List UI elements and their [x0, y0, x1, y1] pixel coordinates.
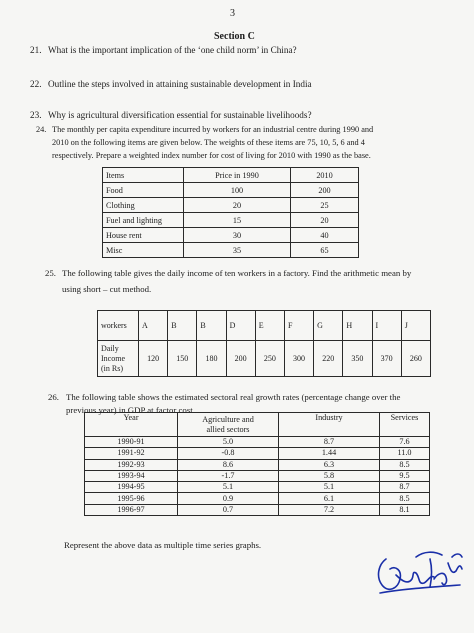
question-24-number: 24.	[36, 125, 47, 134]
agriculture-cell: 0.7	[178, 504, 279, 515]
table-row	[85, 493, 430, 504]
header-agriculture	[178, 413, 279, 437]
income-cell: 370	[372, 341, 401, 377]
year-cell: 1991-92	[85, 448, 178, 459]
worker-cell: I	[372, 311, 401, 341]
item-name: House rent	[103, 228, 184, 243]
industry-cell: 5.8	[279, 470, 380, 481]
year-cell: 1996-97	[85, 504, 178, 515]
table-header-row	[103, 168, 359, 183]
industry-cell: 5.1	[279, 482, 380, 493]
question-22-number: 22.	[30, 79, 42, 89]
price-2010: 200	[291, 183, 359, 198]
question-24-line-1: The monthly per capita expenditure incurred by workers for an industrial centre during 1990 and	[52, 125, 374, 134]
question-26-number: 26.	[48, 392, 59, 402]
income-label-line-3: (in Rs)	[101, 363, 123, 373]
services-cell: 8.5	[380, 493, 430, 504]
price-1990: 20	[184, 198, 291, 213]
worker-cell: F	[284, 311, 313, 341]
table-row	[85, 459, 430, 470]
cost-of-living-table	[102, 167, 359, 258]
income-cell: 120	[139, 341, 168, 377]
table-row	[85, 482, 430, 493]
table-row	[103, 243, 359, 258]
price-2010: 20	[291, 213, 359, 228]
industry-cell: 1.44	[279, 448, 380, 459]
header-agriculture-line-1: Agriculture and	[202, 414, 254, 424]
income-row	[98, 341, 431, 377]
question-25-number: 25.	[45, 268, 56, 278]
industry-cell: 8.7	[279, 437, 380, 448]
question-26-line-1: The following table shows the estimated sectoral real growth rates (percentage change over the	[66, 392, 401, 402]
income-label-line-2: Income	[101, 353, 125, 363]
income-label	[98, 341, 139, 377]
header-year: Year	[85, 413, 178, 437]
question-21-number: 21.	[30, 45, 42, 55]
question-26-line-2: previous year) in GDP at factor cost.	[66, 405, 195, 415]
growth-rates-table	[84, 412, 430, 516]
header-items: Items	[103, 168, 184, 183]
table-row	[85, 448, 430, 459]
header-agriculture-line-2: allied sectors	[206, 424, 250, 434]
price-2010: 25	[291, 198, 359, 213]
table-row	[85, 470, 430, 481]
header-2010: 2010	[291, 168, 359, 183]
income-label-line-1: Daily	[101, 343, 119, 353]
worker-cell: J	[401, 311, 430, 341]
year-cell: 1995-96	[85, 493, 178, 504]
agriculture-cell: -0.8	[178, 448, 279, 459]
income-cell: 200	[226, 341, 255, 377]
industry-cell: 6.3	[279, 459, 380, 470]
table-row	[103, 183, 359, 198]
income-cell: 220	[314, 341, 343, 377]
year-cell: 1992-93	[85, 459, 178, 470]
agriculture-cell: 0.9	[178, 493, 279, 504]
income-cell: 150	[168, 341, 197, 377]
industry-cell: 6.1	[279, 493, 380, 504]
item-name: Clothing	[103, 198, 184, 213]
header-services: Services	[380, 413, 430, 437]
worker-cell: D	[226, 311, 255, 341]
table-row	[103, 213, 359, 228]
worker-cell: E	[255, 311, 284, 341]
agriculture-cell: -1.7	[178, 470, 279, 481]
question-24-line-3: respectively. Prepare a weighted index number for cost of living for 2010 with 1990 as the base.	[52, 151, 371, 160]
workers-label: workers	[98, 311, 139, 341]
item-name: Food	[103, 183, 184, 198]
worker-cell: B	[168, 311, 197, 341]
year-cell: 1994-95	[85, 482, 178, 493]
question-23-number: 23.	[30, 110, 42, 120]
services-cell: 9.5	[380, 470, 430, 481]
signature-image	[372, 545, 468, 603]
question-22-text: Outline the steps involved in attaining sustainable development in India	[48, 79, 312, 89]
agriculture-cell: 8.6	[178, 459, 279, 470]
table-row	[85, 504, 430, 515]
item-name: Fuel and lighting	[103, 213, 184, 228]
worker-cell: G	[314, 311, 343, 341]
agriculture-cell: 5.0	[178, 437, 279, 448]
services-cell: 7.6	[380, 437, 430, 448]
price-1990: 35	[184, 243, 291, 258]
question-26-footer: Represent the above data as multiple time series graphs.	[64, 540, 262, 550]
income-cell: 260	[401, 341, 430, 377]
income-cell: 300	[284, 341, 313, 377]
question-24-line-2: 2010 on the following items are given below. The weights of these items are 75, 10, 5, 6 and 4	[52, 138, 365, 147]
section-title: Section C	[214, 31, 255, 42]
services-cell: 8.7	[380, 482, 430, 493]
question-25-line-2: using short – cut method.	[62, 284, 152, 294]
price-1990: 15	[184, 213, 291, 228]
price-2010: 40	[291, 228, 359, 243]
worker-cell: A	[139, 311, 168, 341]
item-name: Misc	[103, 243, 184, 258]
worker-cell: B	[197, 311, 226, 341]
question-23-text: Why is agricultural diversification essential for sustainable livelihoods?	[48, 110, 312, 120]
question-25-line-1: The following table gives the daily income of ten workers in a factory. Find the arithmetic mean by	[62, 268, 412, 278]
price-1990: 30	[184, 228, 291, 243]
table-row	[85, 437, 430, 448]
price-1990: 100	[184, 183, 291, 198]
agriculture-cell: 5.1	[178, 482, 279, 493]
services-cell: 11.0	[380, 448, 430, 459]
services-cell: 8.1	[380, 504, 430, 515]
worker-cell: H	[343, 311, 372, 341]
header-industry: Industry	[279, 413, 380, 437]
income-cell: 350	[343, 341, 372, 377]
daily-income-table	[97, 310, 431, 377]
workers-row	[98, 311, 431, 341]
year-cell: 1990-91	[85, 437, 178, 448]
price-2010: 65	[291, 243, 359, 258]
income-cell: 250	[255, 341, 284, 377]
year-cell: 1993-94	[85, 470, 178, 481]
services-cell: 8.5	[380, 459, 430, 470]
table-row	[103, 228, 359, 243]
question-21-text: What is the important implication of the ‘one child norm’ in China?	[48, 45, 297, 55]
industry-cell: 7.2	[279, 504, 380, 515]
income-cell: 180	[197, 341, 226, 377]
header-price-1990: Price in 1990	[184, 168, 291, 183]
table-row	[103, 198, 359, 213]
page-number: 3	[230, 8, 235, 19]
table-header-row	[85, 413, 430, 437]
